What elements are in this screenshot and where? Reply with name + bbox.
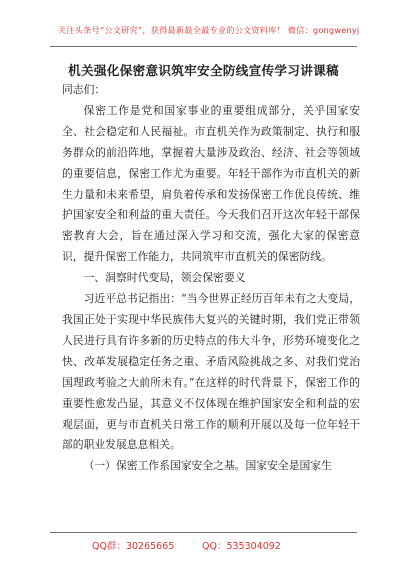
paragraph: 保密工作是党和国家事业的重要组成部分，关乎国家安全、社会稳定和人民福祉。市直机关作为政策制定、执行和服务群众的前沿阵地，掌握着大量涉及政治、经济、社会等领域的重要信息，保密工作尤为重要。年轻干部作为市直机关的新生力量和未来希望，肩负着传承和发扬保密工作优良传统、维护国家安全和利益的重大责任。今天我们召开这次年轻干部保密教育大会，旨在通过深入学习和交流，强化大家的保密意识，提升保密工作能力，共同筑牢市直机关的保密防线。 — [62, 103, 360, 264]
qq-number-text: QQ：535304092 — [202, 541, 281, 552]
footer-contact — [92, 538, 322, 552]
promo-banner-text: 关注头条号“公文研究”，获得最新最全最专业的公文资料库！ 微信：gongwenyj — [58, 25, 360, 35]
salutation: 同志们： — [62, 83, 106, 96]
qq-group-text: QQ群：30265665 — [92, 541, 175, 552]
section-heading: 一、洞察时代变局，领会保密要义 — [83, 271, 246, 285]
footer-divider — [50, 532, 357, 533]
paragraph: 习近平总书记指出：“当今世界正经历百年未有之大变局，我国正处于实现中华民族伟大复兴的关键时期，我们党正带领人民进行具有许多新的历史特点的伟大斗争，形势环境变化之快、改革发展稳定任务之重、矛盾风险挑战之多、对我们党治国理政考验之大前所未有。”在这样的时代背景下，保密工作的重要性愈发凸显，其意义不仅体现在维护国家安全和利益的宏观层面，更与市直机关日常工作的顺利开展以及每一位年轻干部的职业发展息息相关。 — [62, 292, 360, 452]
document-body — [62, 80, 360, 477]
header-divider — [50, 46, 357, 47]
paragraph: （一）保密工作系国家安全之基。国家安全是国家生 — [83, 459, 332, 473]
document-title: 机关强化保密意识筑牢安全防线宣传学习讲课稿 — [68, 63, 339, 78]
